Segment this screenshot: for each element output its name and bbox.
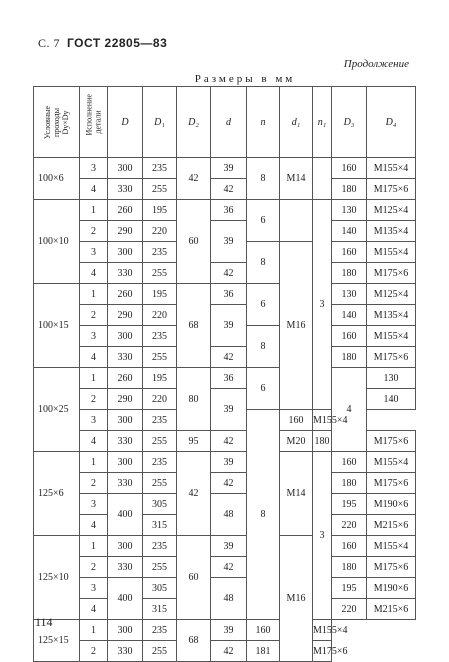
table-row <box>34 179 416 200</box>
cell: 400 <box>108 578 143 620</box>
cell: M16 <box>280 242 313 410</box>
cell: 4 <box>80 431 108 452</box>
cell <box>313 158 332 200</box>
cell: 6 <box>247 368 280 410</box>
cell: 4 <box>80 179 108 200</box>
cell: 330 <box>108 179 143 200</box>
cell: 3 <box>80 410 108 431</box>
cell: 8 <box>247 410 280 620</box>
dimensions-table <box>33 86 416 662</box>
table-row <box>34 263 416 284</box>
cell: M190×6 <box>367 494 416 515</box>
cell: M215×6 <box>367 515 416 536</box>
cell: 1 <box>80 284 108 305</box>
cell: 235 <box>143 242 177 263</box>
cell: 48 <box>211 494 247 536</box>
cell: 80 <box>177 368 211 431</box>
cell <box>280 200 313 242</box>
cell: 260 <box>108 200 143 221</box>
cell: M16 <box>280 536 313 662</box>
cell: 42 <box>177 158 211 200</box>
group-label: 125×10 <box>34 536 80 620</box>
cell: 195 <box>143 284 177 305</box>
cell: 195 <box>143 368 177 389</box>
cell: 255 <box>143 179 177 200</box>
table-row <box>34 641 416 662</box>
cell: 305 <box>143 494 177 515</box>
cell: M175×6 <box>367 431 416 452</box>
cell: 180 <box>332 473 367 494</box>
cell: 255 <box>143 473 177 494</box>
cell: 3 <box>80 578 108 599</box>
col-n: n <box>247 87 280 158</box>
cell: 300 <box>108 242 143 263</box>
cell: M155×4 <box>367 536 416 557</box>
cell: 235 <box>143 536 177 557</box>
cell: 2 <box>80 557 108 578</box>
table-row <box>34 284 416 305</box>
cell: 39 <box>211 389 247 431</box>
cell: 8 <box>247 326 280 368</box>
table-row <box>34 536 416 557</box>
cell: 8 <box>247 158 280 200</box>
cell: 180 <box>332 347 367 368</box>
cell: 42 <box>177 452 211 536</box>
cell: M155×4 <box>367 452 416 473</box>
table-row <box>34 578 416 599</box>
cell: M175×6 <box>367 179 416 200</box>
cell: 3 <box>313 452 332 620</box>
cell: M14 <box>280 158 313 200</box>
group-label: 100×6 <box>34 158 80 200</box>
col-D1: D₁ <box>143 87 177 158</box>
cell: 300 <box>108 620 143 641</box>
cell: 300 <box>108 536 143 557</box>
cell: 195 <box>143 200 177 221</box>
page-header <box>38 36 167 51</box>
standard-code: ГОСТ 22805—83 <box>67 36 168 50</box>
col-conditional-pass: Условные проходы Dу×Dу <box>34 87 80 158</box>
cell: M14 <box>280 452 313 536</box>
cell: 95 <box>177 431 211 452</box>
cell: 300 <box>108 158 143 179</box>
cell: M125×4 <box>367 284 416 305</box>
cell: 130 <box>332 284 367 305</box>
cell: 4 <box>80 263 108 284</box>
cell: 260 <box>108 368 143 389</box>
page-number: 114 <box>35 615 53 629</box>
cell: 39 <box>211 221 247 263</box>
cell: 42 <box>211 263 247 284</box>
cell: 180 <box>332 557 367 578</box>
cell: 235 <box>143 326 177 347</box>
cell: 180 <box>332 263 367 284</box>
cell: 60 <box>177 536 211 620</box>
cell: 39 <box>211 620 247 641</box>
table-row <box>34 347 416 368</box>
cell: 330 <box>108 473 143 494</box>
cell: M175×6 <box>367 557 416 578</box>
cell: 180 <box>332 179 367 200</box>
cell: 330 <box>108 557 143 578</box>
cell: 315 <box>143 599 177 620</box>
cell: 1 <box>80 536 108 557</box>
cell: 160 <box>332 536 367 557</box>
cell: 300 <box>108 410 143 431</box>
cell: 39 <box>211 536 247 557</box>
cell: 130 <box>332 200 367 221</box>
cell: M175×6 <box>367 347 416 368</box>
cell: 42 <box>211 347 247 368</box>
cell: 36 <box>211 368 247 389</box>
cell: 160 <box>280 410 313 431</box>
cell: 3 <box>313 200 332 410</box>
table-row <box>34 200 416 221</box>
table-row <box>34 452 416 473</box>
cell: 220 <box>143 389 177 410</box>
cell: M190×6 <box>367 578 416 599</box>
cell: 60 <box>177 200 211 284</box>
cell: 48 <box>211 578 247 620</box>
cell: 180 <box>313 431 332 452</box>
cell: 330 <box>108 263 143 284</box>
cell: 3 <box>80 494 108 515</box>
col-D: D <box>108 87 143 158</box>
cell: 235 <box>143 452 177 473</box>
cell: 195 <box>332 578 367 599</box>
cell: 39 <box>211 158 247 179</box>
cell: M125×4 <box>367 200 416 221</box>
cell: 315 <box>143 515 177 536</box>
header-row <box>34 87 416 158</box>
cell: 140 <box>332 221 367 242</box>
cell: M135×4 <box>367 221 416 242</box>
cell: 160 <box>332 242 367 263</box>
cell: 330 <box>108 431 143 452</box>
cell: 255 <box>143 557 177 578</box>
cell: 181 <box>247 641 280 662</box>
cell: 1 <box>80 452 108 473</box>
cell: 2 <box>80 389 108 410</box>
page-label: С. 7 <box>38 36 61 50</box>
cell: 2 <box>80 473 108 494</box>
cell: M175×6 <box>367 263 416 284</box>
cell: 220 <box>332 515 367 536</box>
cell: 260 <box>108 284 143 305</box>
cell: 4 <box>80 347 108 368</box>
cell: 235 <box>143 158 177 179</box>
cell: 160 <box>247 620 280 641</box>
cell: 36 <box>211 200 247 221</box>
cell: 6 <box>247 284 280 326</box>
cell: 1 <box>80 368 108 389</box>
cell: 68 <box>177 620 211 662</box>
cell: 290 <box>108 305 143 326</box>
cell: 255 <box>143 431 177 452</box>
cell: 1 <box>80 200 108 221</box>
table-row <box>34 494 416 515</box>
cell: 2 <box>80 221 108 242</box>
cell: 42 <box>211 473 247 494</box>
cell: M155×4 <box>367 242 416 263</box>
cell: 220 <box>332 599 367 620</box>
cell: 6 <box>247 200 280 242</box>
col-execution: Исполнение детали <box>80 87 108 158</box>
cell: 4 <box>80 599 108 620</box>
col-D3: D₃ <box>332 87 367 158</box>
group-label: 100×15 <box>34 284 80 368</box>
cell: 42 <box>211 557 247 578</box>
table-row <box>34 557 416 578</box>
cell: M155×4 <box>367 326 416 347</box>
cell: 300 <box>108 452 143 473</box>
sizes-caption: Размеры в мм <box>194 73 296 85</box>
col-D2: D₂ <box>177 87 211 158</box>
cell: 220 <box>143 221 177 242</box>
cell: 68 <box>177 284 211 368</box>
col-d1: d₁ <box>280 87 313 158</box>
cell: 42 <box>211 431 247 452</box>
cell: 220 <box>143 305 177 326</box>
cell: M155×4 <box>313 620 332 641</box>
table-row <box>34 368 416 389</box>
cell: 290 <box>108 389 143 410</box>
group-label: 125×6 <box>34 452 80 536</box>
table-row <box>34 221 416 242</box>
cell: 400 <box>108 494 143 536</box>
group-label: 125×15 <box>34 620 80 662</box>
cell: 160 <box>332 452 367 473</box>
cell: 160 <box>332 326 367 347</box>
cell: 130 <box>367 368 416 389</box>
table-row <box>34 620 416 641</box>
table-row <box>34 473 416 494</box>
cell: 140 <box>367 389 416 410</box>
cell: 39 <box>211 305 247 347</box>
cell: 255 <box>143 347 177 368</box>
cell: 3 <box>80 158 108 179</box>
col-d: d <box>211 87 247 158</box>
cell: M175×6 <box>367 473 416 494</box>
cell: 330 <box>108 641 143 662</box>
cell: 4 <box>332 368 367 452</box>
cell: 235 <box>143 620 177 641</box>
cell: 1 <box>80 620 108 641</box>
cell: 3 <box>80 326 108 347</box>
cell: 300 <box>108 326 143 347</box>
cell: 290 <box>108 221 143 242</box>
cell: 36 <box>211 284 247 305</box>
cell: M215×6 <box>367 599 416 620</box>
cell: 39 <box>211 452 247 473</box>
cell: 195 <box>332 494 367 515</box>
cell: 330 <box>108 347 143 368</box>
cell: M135×4 <box>367 305 416 326</box>
cell: 140 <box>332 305 367 326</box>
cell: 160 <box>332 158 367 179</box>
cell: 3 <box>80 242 108 263</box>
cell: 2 <box>80 641 108 662</box>
cell: 42 <box>211 641 247 662</box>
cell: 8 <box>247 242 280 284</box>
cell: M175×6 <box>313 641 332 662</box>
col-n1: n₁ <box>313 87 332 158</box>
cell: 2 <box>80 305 108 326</box>
continuation-label: Продолжение <box>343 58 409 70</box>
cell: 4 <box>80 515 108 536</box>
cell: M155×4 <box>367 158 416 179</box>
cell: M155×4 <box>313 410 332 431</box>
cell: 255 <box>143 641 177 662</box>
table-row <box>34 305 416 326</box>
cell: 255 <box>143 263 177 284</box>
col-D4: D₄ <box>367 87 416 158</box>
cell: 42 <box>211 179 247 200</box>
cell: 305 <box>143 578 177 599</box>
group-label: 100×10 <box>34 200 80 284</box>
cell: M20 <box>280 431 313 452</box>
cell: 235 <box>143 410 177 431</box>
group-label: 100×25 <box>34 368 80 452</box>
table-row <box>34 158 416 179</box>
